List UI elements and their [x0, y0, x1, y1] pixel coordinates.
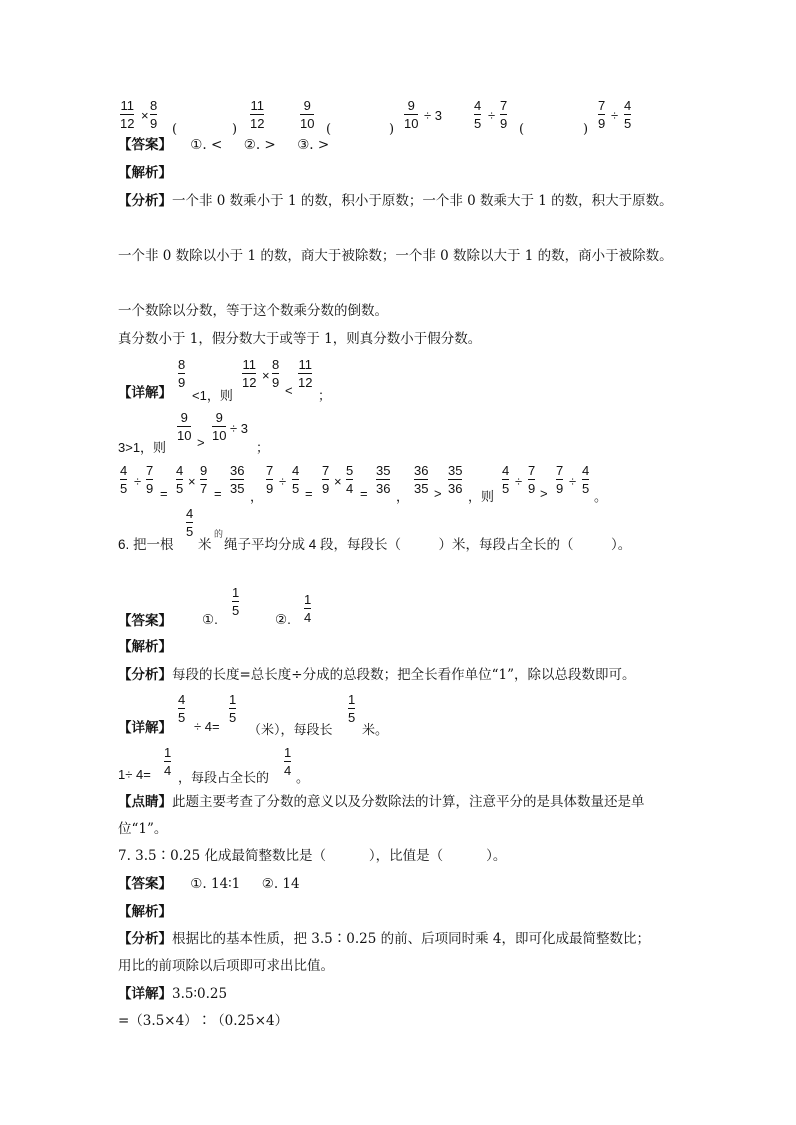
divide-sign: ÷	[134, 474, 142, 489]
fraction-4-5: 4 5	[624, 98, 632, 131]
times-sign: ×	[188, 474, 196, 489]
fraction-1-5: 1 5	[229, 692, 237, 725]
detail-tag: 【详解】	[118, 986, 172, 1002]
detail-text: ，每段占全长的	[178, 770, 270, 785]
fraction-9-10: 9 10	[404, 98, 419, 131]
fenxi-line	[118, 930, 650, 948]
fraction-7-9: 7 9	[556, 463, 564, 496]
detail-tag: 【详解】	[118, 720, 172, 736]
fraction-7-9: 7 9	[146, 463, 154, 496]
answer-fraction-1-5: 1 5	[232, 585, 240, 618]
unit-meter: 米	[198, 537, 212, 552]
divide-3: ÷ 3	[424, 108, 442, 123]
divide-sign: ÷	[569, 474, 577, 489]
semicolon: ；	[256, 440, 270, 455]
divide-3: ÷ 3	[230, 421, 248, 436]
greater-sign: >	[434, 486, 442, 501]
fraction-9-10: 9 10	[212, 410, 227, 443]
answer-text: ①. 14∶1 ②. 14	[190, 876, 300, 892]
comma: ，	[396, 489, 410, 504]
answer-tag: 【答案】	[118, 613, 172, 629]
fraction-4-5: 4 5	[178, 692, 186, 725]
fraction-11-12: 11 12	[120, 98, 135, 131]
fenxi-tag: 【分析】	[118, 667, 172, 683]
detail-line-1	[118, 384, 172, 402]
answer-line	[118, 136, 329, 154]
analysis-tag: 【解析】	[118, 165, 172, 181]
analysis-tag: 【解析】	[118, 639, 172, 655]
detail-line-1	[118, 985, 227, 1003]
fraction-11-12: 11 12	[250, 98, 265, 131]
answer-tag: 【答案】	[118, 876, 172, 892]
detail-text: 米。	[362, 722, 389, 737]
fraction-4-5: 4 5	[176, 463, 184, 496]
fraction-11-12: 11 12	[298, 357, 313, 390]
comment-line	[118, 793, 645, 811]
comment-line-2: 位“1”。	[118, 821, 168, 837]
fraction-36-35: 36 35	[414, 463, 429, 496]
fraction-7-9: 7 9	[322, 463, 330, 496]
fraction-1-5: 1 5	[348, 692, 356, 725]
blank-open: (	[172, 122, 178, 137]
answer-fraction-1-4: 1 4	[304, 592, 312, 625]
answer-text: ①. < ②. > ③. >	[190, 137, 330, 153]
answer-tag: 【答案】	[118, 137, 172, 153]
detail-text: ÷ 4=	[194, 719, 220, 734]
rule-line: 真分数小于 1，假分数大于或等于 1，则真分数小于假分数。	[118, 331, 482, 347]
question-6-stem: 绳子平均分成 4 段，每段长（ ）米，每段占全长的（ ）。	[224, 537, 632, 552]
fraction-8-9: 8 9	[150, 98, 158, 131]
detail-text: 3.5∶0.25	[172, 986, 228, 1002]
rule-line: 一个数除以分数，等于这个数乘分数的倒数。	[118, 303, 388, 319]
analysis-tag: 【解析】	[118, 904, 172, 920]
fraction-4-5: 4 5	[120, 463, 128, 496]
blank-open: (	[326, 122, 332, 137]
detail-tag: 【详解】	[118, 385, 172, 401]
fraction-4-5: 4 5	[186, 506, 194, 539]
detail-text: 1÷ 4=	[118, 767, 151, 782]
times-sign: ×	[334, 474, 342, 489]
question-7-stem: 7. 3.5∶0.25 化成最简整数比是（ ），比值是（ ）。	[118, 848, 507, 864]
equals-sign: =	[305, 486, 313, 501]
semicolon: ；	[318, 388, 332, 403]
fraction-8-9: 8 9	[272, 357, 280, 390]
blank-close: )	[232, 122, 238, 137]
fraction-1-4: 1 4	[164, 745, 172, 778]
fenxi-text: 每段的长度=总长度÷分成的总段数；把全长看作单位“1”，除以总段数即可。	[172, 667, 636, 683]
fraction-4-5: 4 5	[502, 463, 510, 496]
fraction-4-5: 4 5	[292, 463, 300, 496]
fraction-35-36: 35 36	[376, 463, 391, 496]
period: 。	[296, 770, 310, 785]
fraction-7-9: 7 9	[500, 98, 508, 131]
fraction-36-35: 36 35	[230, 463, 245, 496]
question-6-prefix: 6. 把一根	[118, 537, 174, 552]
comment-tag: 【点睛】	[118, 794, 172, 810]
fraction-7-9: 7 9	[528, 463, 536, 496]
answer-marker-2: ②.	[275, 612, 291, 627]
equals-sign: =	[360, 486, 368, 501]
detail-line-2: =（3.5×4）∶（0.25×4）	[118, 1013, 289, 1029]
fenxi-tag: 【分析】	[118, 193, 172, 209]
answer-marker-1: ①.	[202, 612, 218, 627]
fraction-11-12: 11 12	[242, 357, 257, 390]
less-sign: <	[285, 383, 293, 398]
divide-sign: ÷	[611, 108, 619, 123]
fenxi-line-2: 用比的前项除以后项即可求出比值。	[118, 958, 334, 974]
fraction-9-10: 9 10	[300, 98, 315, 131]
equals-sign: =	[160, 486, 168, 501]
blank-close: )	[389, 122, 395, 137]
fraction-35-36: 35 36	[448, 463, 463, 496]
equals-sign: =	[214, 486, 222, 501]
detail-text: 3>1，则	[118, 440, 167, 455]
detail-text: <1，则	[192, 388, 233, 403]
period: 。	[594, 489, 608, 504]
answer-line	[118, 875, 300, 893]
detail-text: （米），每段长	[248, 722, 333, 737]
divide-sign: ÷	[488, 108, 496, 123]
small-char: 的	[214, 530, 224, 540]
fenxi-line	[118, 666, 636, 684]
detail-text: ，则	[468, 489, 495, 504]
times-sign: ×	[141, 108, 149, 123]
fenxi-text: 一个非 0 数乘小于 1 的数，积小于原数；一个非 0 数乘大于 1 的数，积大于原数。	[172, 193, 673, 209]
fraction-9-7: 9 7	[200, 463, 208, 496]
times-sign: ×	[262, 368, 270, 383]
fraction-1-4: 1 4	[284, 745, 292, 778]
fraction-7-9: 7 9	[598, 98, 606, 131]
fraction-9-10: 9 10	[177, 410, 192, 443]
fraction-4-5: 4 5	[582, 463, 590, 496]
fraction-5-4: 5 4	[346, 463, 354, 496]
fenxi-tag: 【分析】	[118, 931, 172, 947]
detail-line-1	[118, 719, 172, 737]
comma: ，	[250, 489, 264, 504]
fenxi-line	[118, 192, 673, 210]
comment-text: 此题主要考查了分数的意义以及分数除法的计算，注意平分的是具体数量还是单	[172, 794, 645, 810]
rule-line: 一个非 0 数除以小于 1 的数，商大于被除数；一个非 0 数除以大于 1 的数，商小于被除数。	[118, 248, 673, 264]
greater-sign: >	[540, 486, 548, 501]
fraction-7-9: 7 9	[266, 463, 274, 496]
greater-sign: >	[197, 435, 205, 450]
divide-sign: ÷	[515, 474, 523, 489]
answer-line	[118, 612, 172, 630]
divide-sign: ÷	[279, 474, 287, 489]
fraction-4-5: 4 5	[474, 98, 482, 131]
fraction-8-9: 8 9	[178, 357, 186, 390]
blank-close: )	[583, 122, 589, 137]
fenxi-text: 根据比的基本性质，把 3.5∶0.25 的前、后项同时乘 4，即可化成最简整数比；	[172, 931, 650, 947]
blank-open: (	[519, 122, 525, 137]
